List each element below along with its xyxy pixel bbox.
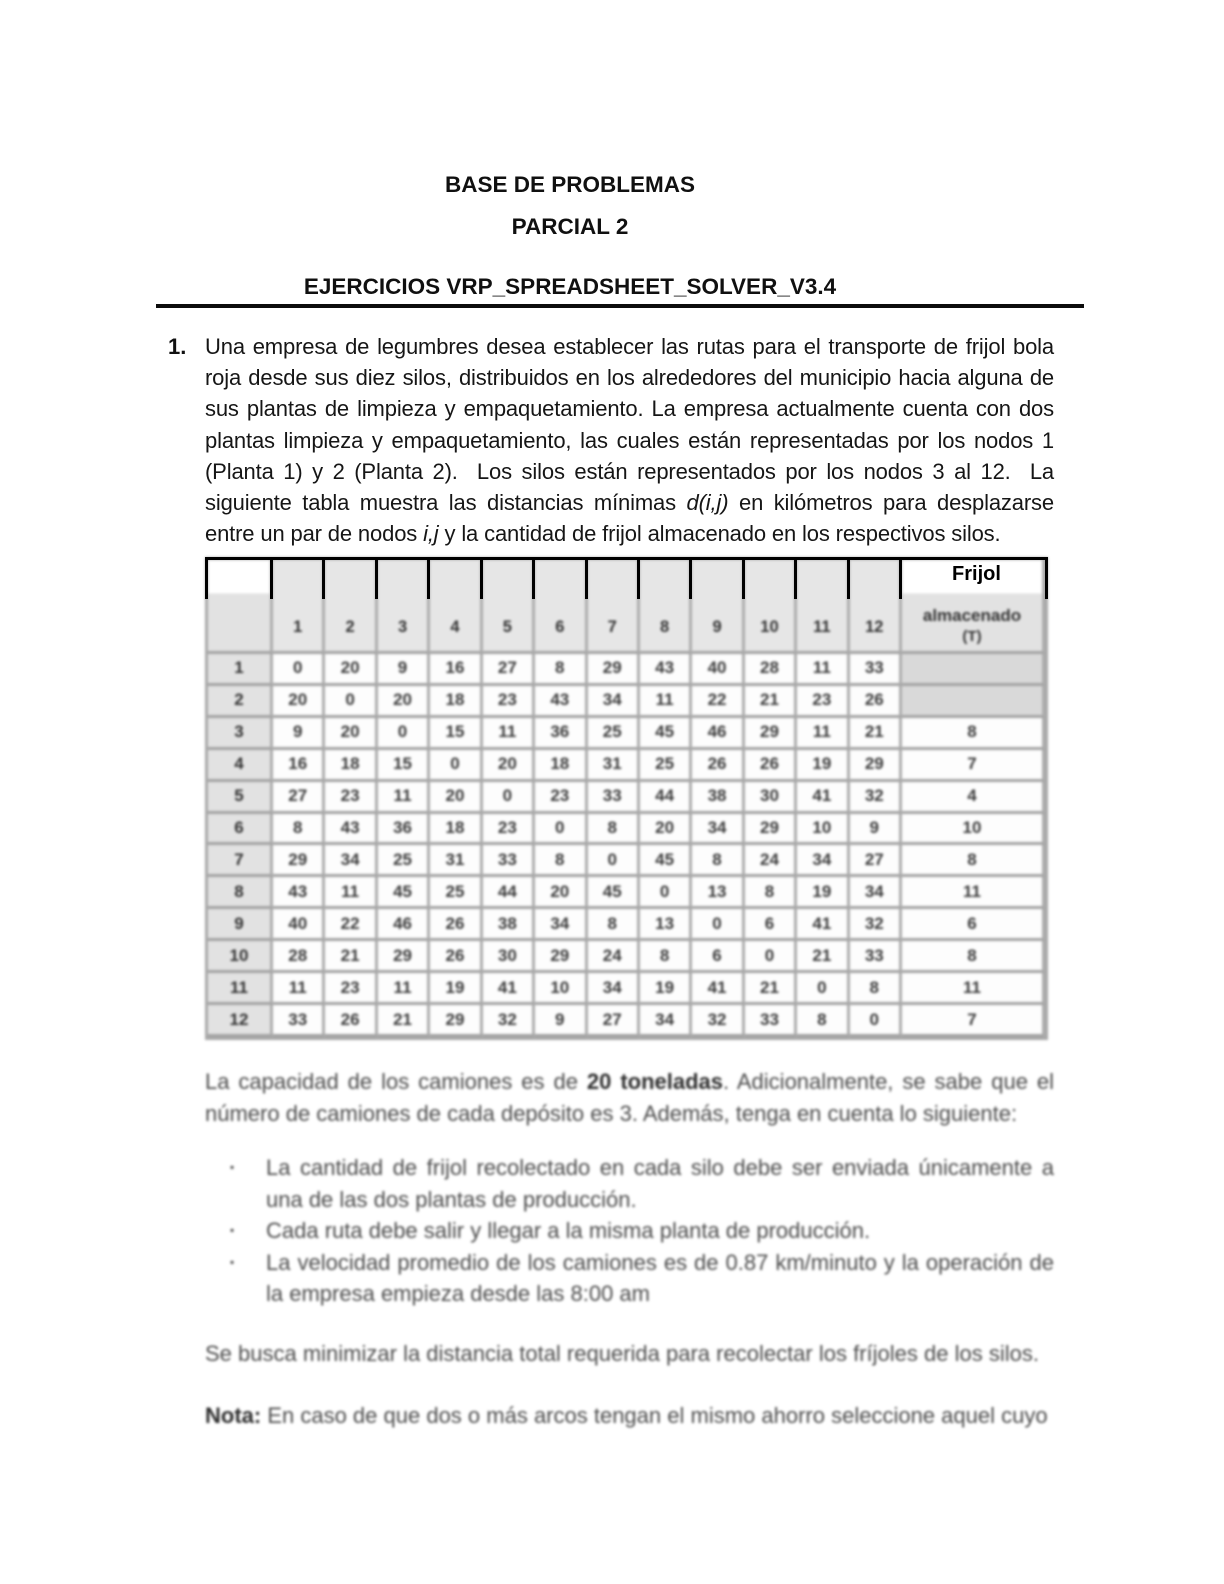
distance-cell: 28 xyxy=(273,941,325,973)
distance-cell: 41 xyxy=(483,973,535,1005)
distance-cell: 8 xyxy=(535,845,587,877)
distance-cell: 23 xyxy=(483,686,535,718)
bullet-item xyxy=(230,1215,1054,1247)
distance-cell: 0 xyxy=(850,1005,902,1037)
distance-cell: 45 xyxy=(640,718,692,750)
distance-cell: 8 xyxy=(797,1005,849,1037)
frijol-value-cell: 11 xyxy=(902,877,1045,909)
frijol-value-cell xyxy=(902,654,1045,686)
heading-underline xyxy=(156,304,1084,308)
nota-body: En caso de que dos o más arcos tengan el mismo ahorro seleccione aquel cuyo xyxy=(261,1403,1048,1428)
distance-cell: 19 xyxy=(797,877,849,909)
distance-cell: 25 xyxy=(640,750,692,782)
distance-cell: 0 xyxy=(588,845,640,877)
nota-label: Nota: xyxy=(205,1403,262,1428)
distance-cell: 21 xyxy=(850,718,902,750)
distance-cell: 20 xyxy=(325,654,377,686)
column-header-cell: 2 xyxy=(325,560,377,654)
distance-cell: 28 xyxy=(745,654,797,686)
column-header-cell: 11 xyxy=(797,560,849,654)
distance-cell: 32 xyxy=(483,1005,535,1037)
distance-cell: 21 xyxy=(378,1005,430,1037)
distance-cell: 22 xyxy=(692,686,744,718)
distance-cell: 23 xyxy=(483,814,535,846)
distance-cell: 46 xyxy=(378,909,430,941)
distance-cell: 27 xyxy=(273,782,325,814)
distance-cell: 29 xyxy=(588,654,640,686)
distance-cell: 20 xyxy=(430,782,482,814)
distance-cell: 45 xyxy=(378,877,430,909)
distance-cell: 23 xyxy=(325,973,377,1005)
text-run: en kilómetros para desplazarse entre un par de nodos xyxy=(205,490,1054,547)
distance-cell: 33 xyxy=(850,941,902,973)
distance-cell: 29 xyxy=(745,814,797,846)
distance-cell: 18 xyxy=(535,750,587,782)
distance-cell: 34 xyxy=(588,686,640,718)
text-run: i,j xyxy=(423,521,439,547)
distance-cell: 31 xyxy=(588,750,640,782)
distance-cell: 26 xyxy=(850,686,902,718)
problem-item xyxy=(168,331,1054,549)
row-label-cell: 9 xyxy=(208,909,273,941)
document-subtitle: PARCIAL 2 xyxy=(511,214,629,239)
distance-cell: 11 xyxy=(797,718,849,750)
problem-paragraph xyxy=(205,331,1054,549)
frijol-value-cell: 8 xyxy=(902,941,1045,973)
distance-cell: 43 xyxy=(325,814,377,846)
column-header-cell: 9 xyxy=(692,560,744,654)
bullet-item xyxy=(230,1247,1054,1310)
row-label-cell: 12 xyxy=(208,1005,273,1037)
distance-cell: 41 xyxy=(797,782,849,814)
distance-cell: 29 xyxy=(378,941,430,973)
distance-cell: 8 xyxy=(640,941,692,973)
distance-cell: 36 xyxy=(535,718,587,750)
distance-cell: 11 xyxy=(483,718,535,750)
bullet-square-icon: ▪ xyxy=(230,1160,235,1174)
distance-cell: 25 xyxy=(378,845,430,877)
distance-cell: 16 xyxy=(273,750,325,782)
text-run: Una empresa de legumbres desea establecer las rutas para el transporte de frijol bola roja desde sus diez silos, distribuidos en los alrededores del municipio hacia alguna de sus plantas de limpieza y empaquetamiento. La empresa actualmente cuenta con dos plantas limpieza y empaquetamiento, las cuales están representadas por los nodos 1 (Planta 1) y 2 (Planta 2). Los silos están representados por los nodos 3 al 12. La siguiente tabla muestra las distancias mínimas xyxy=(205,334,1054,516)
row-label-cell: 2 xyxy=(208,686,273,718)
distance-cell: 29 xyxy=(273,845,325,877)
distance-cell: 23 xyxy=(325,782,377,814)
distance-cell: 29 xyxy=(850,750,902,782)
distance-cell: 26 xyxy=(745,750,797,782)
distance-cell: 0 xyxy=(535,814,587,846)
bullet-text: La cantidad de frijol recolectado en cada silo debe ser enviada únicamente a una de las dos plantas de producción. xyxy=(266,1155,1054,1212)
distance-cell: 18 xyxy=(430,814,482,846)
distance-cell: 16 xyxy=(430,654,482,686)
row-label-cell: 8 xyxy=(208,877,273,909)
distance-cell: 32 xyxy=(850,909,902,941)
distance-cell: 10 xyxy=(797,814,849,846)
distance-cell: 11 xyxy=(378,782,430,814)
distance-cell: 24 xyxy=(745,845,797,877)
problem-number: 1. xyxy=(168,334,187,359)
distance-cell: 19 xyxy=(797,750,849,782)
section-heading: EJERCICIOS VRP_SPREADSHEET_SOLVER_V3.4 xyxy=(303,274,837,299)
distance-cell: 11 xyxy=(640,686,692,718)
bullet-list xyxy=(230,1152,1054,1310)
capacity-paragraph xyxy=(205,1066,1054,1129)
frijol-header-label: Frijol xyxy=(952,563,1001,585)
distance-cell: 9 xyxy=(850,814,902,846)
distance-cell: 8 xyxy=(745,877,797,909)
column-header-cell: 12 xyxy=(850,560,902,654)
row-label-cell: 7 xyxy=(208,845,273,877)
column-header-cell: 4 xyxy=(430,560,482,654)
frijol-value-cell: 7 xyxy=(902,750,1045,782)
distance-cell: 40 xyxy=(692,654,744,686)
distance-cell: 15 xyxy=(378,750,430,782)
frijol-value-cell: 10 xyxy=(902,814,1045,846)
distance-cell: 30 xyxy=(483,941,535,973)
distance-cell: 44 xyxy=(640,782,692,814)
distance-cell: 0 xyxy=(483,782,535,814)
distance-cell: 0 xyxy=(378,718,430,750)
distance-cell: 20 xyxy=(273,686,325,718)
distance-cell: 0 xyxy=(430,750,482,782)
frijol-value-cell: 8 xyxy=(902,718,1045,750)
distance-cell: 6 xyxy=(745,909,797,941)
column-header-cell: 5 xyxy=(483,560,535,654)
distance-cell: 43 xyxy=(640,654,692,686)
frijol-value-cell: 8 xyxy=(902,845,1045,877)
bullet-square-icon: ▪ xyxy=(230,1254,235,1269)
row-label-cell: 3 xyxy=(208,718,273,750)
distance-cell: 0 xyxy=(640,877,692,909)
distance-cell: 45 xyxy=(640,845,692,877)
distance-cell: 8 xyxy=(850,973,902,1005)
distance-cell: 11 xyxy=(378,973,430,1005)
distance-cell: 36 xyxy=(378,814,430,846)
column-header-cell: 10 xyxy=(745,560,797,654)
distance-cell: 0 xyxy=(273,654,325,686)
distance-cell: 11 xyxy=(325,877,377,909)
frijol-header-cell xyxy=(902,560,1045,654)
distance-cell: 21 xyxy=(745,686,797,718)
distance-cell: 25 xyxy=(588,718,640,750)
distance-cell: 26 xyxy=(692,750,744,782)
distance-cell: 18 xyxy=(430,686,482,718)
distance-cell: 34 xyxy=(850,877,902,909)
column-header-cell: 8 xyxy=(640,560,692,654)
row-label-cell: 6 xyxy=(208,814,273,846)
distance-cell: 15 xyxy=(430,718,482,750)
text-run: . Adicionalmente, se sabe que el número de camiones de cada depósito es 3. Además, tenga en cuenta lo siguiente: xyxy=(205,1069,1055,1126)
distance-cell: 33 xyxy=(850,654,902,686)
distance-cell: 29 xyxy=(535,941,587,973)
distance-cell: 0 xyxy=(797,973,849,1005)
distance-cell: 46 xyxy=(692,718,744,750)
distance-cell: 33 xyxy=(273,1005,325,1037)
distance-cell: 22 xyxy=(325,909,377,941)
distance-cell: 23 xyxy=(535,782,587,814)
distance-cell: 11 xyxy=(273,973,325,1005)
column-header-cell: 6 xyxy=(535,560,587,654)
distance-cell: 8 xyxy=(692,845,744,877)
distance-cell: 33 xyxy=(483,845,535,877)
distance-cell: 32 xyxy=(692,1005,744,1037)
distance-cell: 41 xyxy=(797,909,849,941)
distance-cell: 30 xyxy=(745,782,797,814)
distance-cell: 26 xyxy=(430,909,482,941)
distance-cell: 21 xyxy=(797,941,849,973)
distance-cell: 9 xyxy=(535,1005,587,1037)
distance-cell: 18 xyxy=(325,750,377,782)
distance-cell: 13 xyxy=(692,877,744,909)
bullet-text: La velocidad promedio de los camiones es de 0.87 km/minuto y la operación de la empresa empieza desde las 8:00 am xyxy=(266,1249,1054,1306)
row-label-cell: 10 xyxy=(208,941,273,973)
distance-cell: 33 xyxy=(745,1005,797,1037)
distance-cell: 34 xyxy=(535,909,587,941)
distance-cell: 34 xyxy=(797,845,849,877)
distance-cell: 43 xyxy=(273,877,325,909)
column-header-cell: 7 xyxy=(588,560,640,654)
distance-cell: 24 xyxy=(588,941,640,973)
frijol-value-cell: 7 xyxy=(902,1005,1045,1037)
distance-cell: 19 xyxy=(430,973,482,1005)
distance-cell: 13 xyxy=(640,909,692,941)
distance-cell: 29 xyxy=(745,718,797,750)
distance-cell: 43 xyxy=(535,686,587,718)
distance-cell: 21 xyxy=(745,973,797,1005)
distance-cell: 34 xyxy=(588,973,640,1005)
text-run: d(i,j) xyxy=(686,490,729,516)
distance-cell: 41 xyxy=(692,973,744,1005)
distance-cell: 45 xyxy=(588,877,640,909)
distance-cell: 8 xyxy=(588,814,640,846)
distance-cell: 26 xyxy=(325,1005,377,1037)
text-run: y la cantidad de frijol almacenado en los respectivos silos. xyxy=(438,521,1001,547)
bullet-square-icon: ▪ xyxy=(230,1223,235,1237)
distance-cell: 25 xyxy=(430,877,482,909)
frijol-header-line2: almacenado xyxy=(922,606,1022,625)
bullet-item xyxy=(230,1152,1054,1215)
distance-cell: 34 xyxy=(640,1005,692,1037)
document-title: BASE DE PROBLEMAS xyxy=(444,172,696,197)
distance-cell: 6 xyxy=(692,941,744,973)
frijol-value-cell: 6 xyxy=(902,909,1045,941)
distance-cell: 0 xyxy=(745,941,797,973)
distance-cell: 27 xyxy=(483,654,535,686)
column-header-cell: 1 xyxy=(273,560,325,654)
distance-cell: 38 xyxy=(692,782,744,814)
text-run: 20 toneladas xyxy=(586,1069,724,1094)
distance-cell: 20 xyxy=(483,750,535,782)
objective-text: Se busca minimizar la distancia total requerida para recolectar los fríjoles de los silos. xyxy=(205,1341,1039,1366)
distance-cell: 29 xyxy=(430,1005,482,1037)
frijol-value-cell xyxy=(902,686,1045,718)
distance-cell: 20 xyxy=(325,718,377,750)
distance-cell: 27 xyxy=(588,1005,640,1037)
row-label-cell: 11 xyxy=(208,973,273,1005)
distance-table xyxy=(205,557,1048,1040)
distance-cell: 0 xyxy=(325,686,377,718)
row-label-cell: 1 xyxy=(208,654,273,686)
text-run: La capacidad de los camiones es de xyxy=(205,1069,587,1094)
column-header-cell: 3 xyxy=(378,560,430,654)
table-corner-cell xyxy=(208,560,273,654)
bullet-text: Cada ruta debe salir y llegar a la misma planta de producción. xyxy=(266,1218,871,1243)
distance-cell: 9 xyxy=(378,654,430,686)
distance-cell: 20 xyxy=(378,686,430,718)
distance-cell: 26 xyxy=(430,941,482,973)
distance-cell: 19 xyxy=(640,973,692,1005)
frijol-value-cell: 4 xyxy=(902,782,1045,814)
nota-text xyxy=(205,1400,1054,1432)
distance-cell: 27 xyxy=(850,845,902,877)
distance-cell: 11 xyxy=(797,654,849,686)
distance-cell: 40 xyxy=(273,909,325,941)
distance-cell: 21 xyxy=(325,941,377,973)
frijol-header-line3: (T) xyxy=(962,628,982,645)
distance-cell: 8 xyxy=(273,814,325,846)
distance-cell: 9 xyxy=(273,718,325,750)
distance-cell: 8 xyxy=(588,909,640,941)
distance-cell: 20 xyxy=(640,814,692,846)
distance-cell: 33 xyxy=(588,782,640,814)
distance-cell: 23 xyxy=(797,686,849,718)
distance-cell: 32 xyxy=(850,782,902,814)
distance-cell: 38 xyxy=(483,909,535,941)
distance-cell: 10 xyxy=(535,973,587,1005)
distance-cell: 34 xyxy=(325,845,377,877)
distance-cell: 0 xyxy=(692,909,744,941)
distance-cell: 31 xyxy=(430,845,482,877)
distance-cell: 20 xyxy=(535,877,587,909)
distance-cell: 34 xyxy=(692,814,744,846)
distance-cell: 8 xyxy=(535,654,587,686)
frijol-value-cell: 11 xyxy=(902,973,1045,1005)
distance-cell: 44 xyxy=(483,877,535,909)
row-label-cell: 4 xyxy=(208,750,273,782)
row-label-cell: 5 xyxy=(208,782,273,814)
distance-table-grid xyxy=(205,557,1048,1040)
